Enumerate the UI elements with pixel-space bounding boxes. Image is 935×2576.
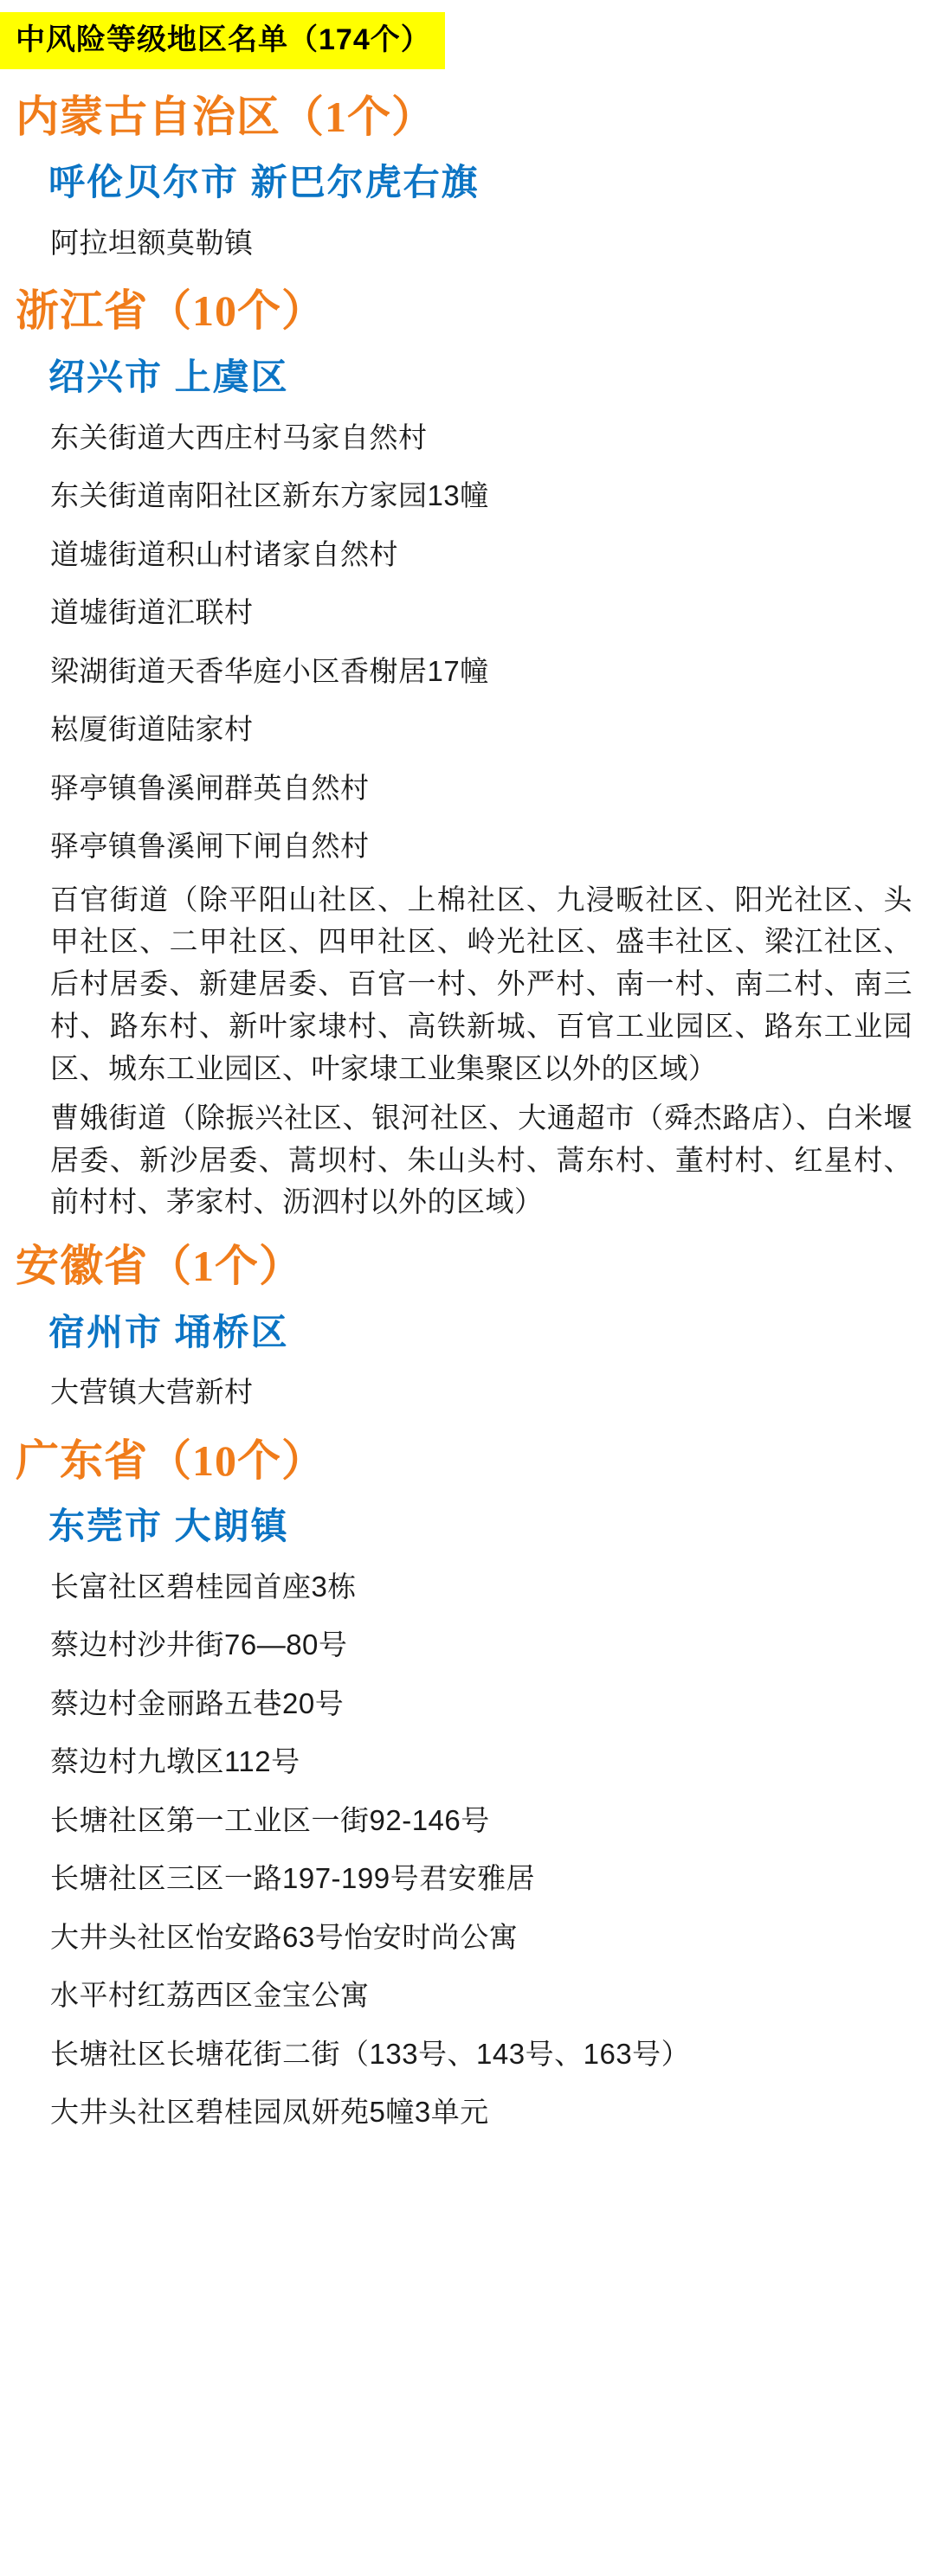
province-heading: 安徽省（1个）	[16, 1242, 303, 1291]
city-heading: 宿州市 埇桥区	[48, 1311, 289, 1352]
area-entry: 阿拉坦额莫勒镇	[50, 226, 254, 259]
area-entry: 蔡边村九墩区112号	[50, 1745, 300, 1778]
province-section	[0, 1422, 935, 2142]
sections-container	[0, 78, 935, 2142]
area-entry: 长富社区碧桂园首座3栋	[50, 1570, 357, 1603]
province-heading: 广东省（10个）	[16, 1436, 326, 1485]
area-entry: 曹娥街道（除振兴社区、银河社区、大通超市（舜杰路店）、白米堰居委、新沙居委、蒿坝村、朱山头村、蒿东村、董村村、红星村、前村村、茅家村、沥泗村以外的区域）	[50, 1101, 912, 1218]
area-entry: 蔡边村沙井街76—80号	[50, 1628, 348, 1661]
area-entry: 蔡边村金丽路五巷20号	[50, 1686, 345, 1719]
area-entry: 水平村红荔西区金宝公寓	[50, 1979, 370, 2012]
area-entry: 道墟街道积山村诸家自然村	[50, 537, 398, 570]
area-entry: 长塘社区第一工业区一街92-146号	[50, 1803, 490, 1836]
province-section	[0, 1227, 935, 1422]
province-section	[0, 272, 935, 1227]
area-entry: 大井头社区怡安路63号怡安时尚公寓	[50, 1920, 519, 1953]
area-entry: 驿亭镇鲁溪闸下闸自然村	[50, 830, 370, 863]
province-section	[0, 78, 935, 273]
area-entry: 梁湖街道天香华庭小区香榭居17幢	[50, 654, 489, 687]
area-entry: 东关街道南阳社区新东方家园13幢	[50, 479, 489, 512]
page-title: 中风险等级地区名单（174个）	[0, 12, 445, 69]
city-heading: 呼伦贝尔市 新巴尔虎右旗	[48, 162, 480, 203]
area-entry: 百官街道（除平阳山社区、上棉社区、九浸畈社区、阳光社区、头甲社区、二甲社区、四甲社区、岭光社区、盛丰社区、梁江社区、后村居委、新建居委、百官一村、外严村、南一村、南二村、南三村、路东村、新叶家埭村、高铁新城、百官工业园区、路东工业园区、城东工业园区、叶家埭工业集聚区以外的区域）	[50, 883, 912, 1084]
area-entry: 东关街道大西庄村马家自然村	[50, 421, 428, 453]
area-entry: 道墟街道汇联村	[50, 596, 254, 629]
city-heading: 绍兴市 上虞区	[48, 356, 289, 397]
area-entry: 崧厦街道陆家村	[50, 713, 254, 746]
province-heading: 内蒙古自治区（1个）	[16, 92, 435, 141]
area-entry: 长塘社区长塘花街二街（133号、143号、163号）	[50, 2037, 691, 2070]
area-entry: 大营镇大营新村	[50, 1376, 254, 1409]
province-heading: 浙江省（10个）	[16, 286, 326, 336]
area-entry: 长塘社区三区一路197-199号君安雅居	[50, 1862, 536, 1895]
area-entry: 大井头社区碧桂园凤妍苑5幢3单元	[50, 2096, 489, 2129]
area-entry: 驿亭镇鲁溪闸群英自然村	[50, 771, 370, 804]
page-title-banner-wrap	[0, 0, 935, 78]
city-heading: 东莞市 大朗镇	[48, 1506, 289, 1547]
